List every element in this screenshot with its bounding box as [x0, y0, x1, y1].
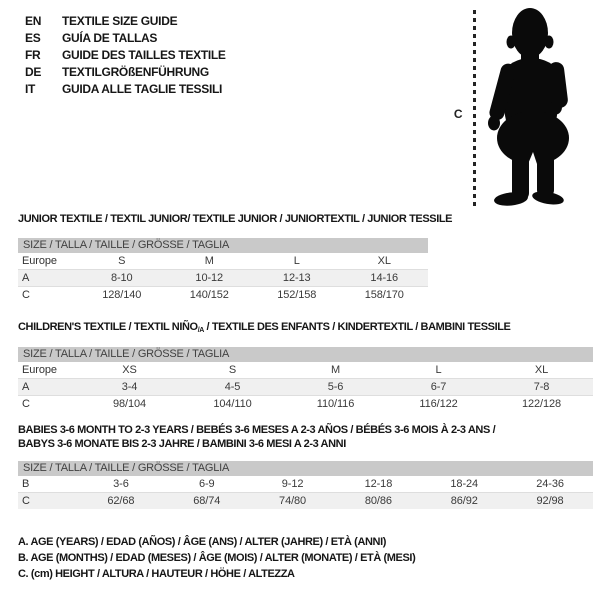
value-cell: 6-9	[198, 478, 215, 490]
height-measure-label: C	[453, 107, 463, 121]
value-cell: 104/110	[213, 398, 252, 410]
height-measure-dashed-line	[473, 10, 476, 208]
title-text: / TEXTILE DES ENFANTS / KINDERTEXTIL / BAMBINI TESSILE	[203, 321, 511, 333]
language-code: EN	[25, 13, 42, 28]
value-cell: 10-12	[195, 272, 224, 284]
size-cell: S	[228, 364, 237, 376]
language-code: DE	[25, 64, 42, 79]
title-line-1: BABIES 3-6 MONTH TO 2-3 YEARS / BEBÉS 3-6 MESES A 2-3 AÑOS / BÉBÉS 3-6 MOIS À 2-3 ANS /	[18, 424, 496, 436]
children-table-title	[18, 320, 511, 338]
size-cell: XS	[122, 364, 137, 376]
value-cell: 9-12	[281, 478, 304, 490]
row-label: C	[22, 289, 30, 301]
size-cell: M	[204, 255, 214, 267]
value-cell: 12-13	[282, 272, 311, 284]
value-cell: 8-10	[110, 272, 133, 284]
size-cell: L	[435, 364, 442, 376]
guide-title-es: GUÍA DE TALLAS	[62, 30, 158, 45]
value-cell: 80/86	[364, 495, 392, 507]
junior-size-table	[18, 238, 428, 303]
size-cell: L	[293, 255, 300, 267]
value-cell: 14-16	[370, 272, 399, 284]
value-cell: 122/128	[521, 398, 562, 410]
value-cell: 98/104	[112, 398, 147, 410]
table-row	[18, 395, 593, 412]
table-row	[18, 476, 593, 492]
table-row	[18, 492, 593, 509]
language-code: FR	[25, 47, 41, 62]
table-row	[18, 253, 428, 269]
row-label: A	[22, 381, 30, 393]
value-cell: 140/152	[189, 289, 229, 301]
footnotes	[18, 534, 415, 582]
legend-row-en	[25, 12, 226, 29]
row-label: Europe	[22, 255, 57, 267]
title-text: CHILDREN'S TEXTILE / TEXTIL NIÑO	[18, 321, 198, 333]
legend-row-de	[25, 63, 226, 80]
size-header-bar: SIZE / TALLA / TAILLE / GRÖSSE / TAGLIA	[18, 347, 593, 362]
value-cell: 68/74	[193, 495, 221, 507]
row-label: C	[22, 495, 30, 507]
table-row	[18, 378, 593, 395]
size-cell: XL	[534, 364, 549, 376]
size-cell: M	[330, 364, 341, 376]
children-size-table	[18, 347, 593, 412]
value-cell: 3-4	[121, 381, 138, 393]
legend-row-es	[25, 29, 226, 46]
junior-table-title: JUNIOR TEXTILE / TEXTIL JUNIOR/ TEXTILE JUNIOR / JUNIORTEXTIL / JUNIOR TESSILE	[18, 213, 453, 225]
value-cell: 92/98	[536, 495, 564, 507]
size-header-bar: SIZE / TALLA / TAILLE / GRÖSSE / TAGLIA	[18, 461, 593, 476]
babies-table-title	[18, 423, 495, 451]
row-label: Europe	[22, 364, 57, 376]
value-cell: 12-18	[364, 478, 393, 490]
guide-title-fr: GUIDE DES TAILLES TEXTILE	[62, 47, 226, 62]
value-cell: 4-5	[224, 381, 241, 393]
guide-title-de: TEXTILGRÖßENFÜHRUNG	[62, 64, 209, 79]
table-row	[18, 269, 428, 286]
value-cell: 62/68	[107, 495, 135, 507]
value-cell: 18-24	[450, 478, 479, 490]
guide-title-it: GUIDA ALLE TAGLIE TESSILI	[62, 81, 223, 96]
title-line-2: BABYS 3-6 MONATE BIS 2-3 JAHRE / BAMBINI 3-6 MESI A 2-3 ANNI	[18, 438, 346, 450]
size-cell: XL	[377, 255, 391, 267]
value-cell: 128/140	[102, 289, 142, 301]
value-cell: 86/92	[450, 495, 478, 507]
value-cell: 110/116	[316, 398, 355, 410]
footnote-b: B. AGE (MONTHS) / EDAD (MESES) / ÂGE (MOIS) / ALTER (MONATE) / ETÀ (MESI)	[18, 552, 416, 564]
value-cell: 24-36	[536, 478, 564, 490]
value-cell: 116/122	[419, 398, 458, 410]
footnote-a: A. AGE (YEARS) / EDAD (AÑOS) / ÂGE (ANS) / ALTER (JAHRE) / ETÀ (ANNI)	[18, 536, 386, 548]
language-code: IT	[25, 81, 36, 96]
value-cell: 6-7	[430, 381, 447, 393]
size-header-bar: SIZE / TALLA / TAILLE / GRÖSSE / TAGLIA	[18, 238, 428, 253]
row-label: A	[22, 272, 30, 284]
value-cell: 3-6	[113, 478, 129, 490]
language-legend	[25, 12, 226, 97]
baby-silhouette-icon	[483, 6, 575, 217]
title-subscript: /A	[197, 327, 204, 334]
value-cell: 74/80	[279, 495, 307, 507]
row-label: B	[22, 478, 30, 490]
value-cell: 158/170	[364, 289, 404, 301]
value-cell: 7-8	[533, 381, 550, 393]
value-cell: 152/158	[277, 289, 317, 301]
row-label: C	[22, 398, 30, 410]
table-row	[18, 362, 593, 378]
guide-title-en: TEXTILE SIZE GUIDE	[62, 13, 178, 28]
legend-row-fr	[25, 46, 226, 63]
babies-size-table	[18, 461, 593, 509]
size-cell: S	[118, 255, 126, 267]
table-row	[18, 286, 428, 303]
legend-row-it	[25, 80, 226, 97]
footnote-c: C. (cm) HEIGHT / ALTURA / HAUTEUR / HÖHE / ALTEZZA	[18, 568, 295, 580]
language-code: ES	[25, 30, 41, 45]
value-cell: 5-6	[327, 381, 344, 393]
